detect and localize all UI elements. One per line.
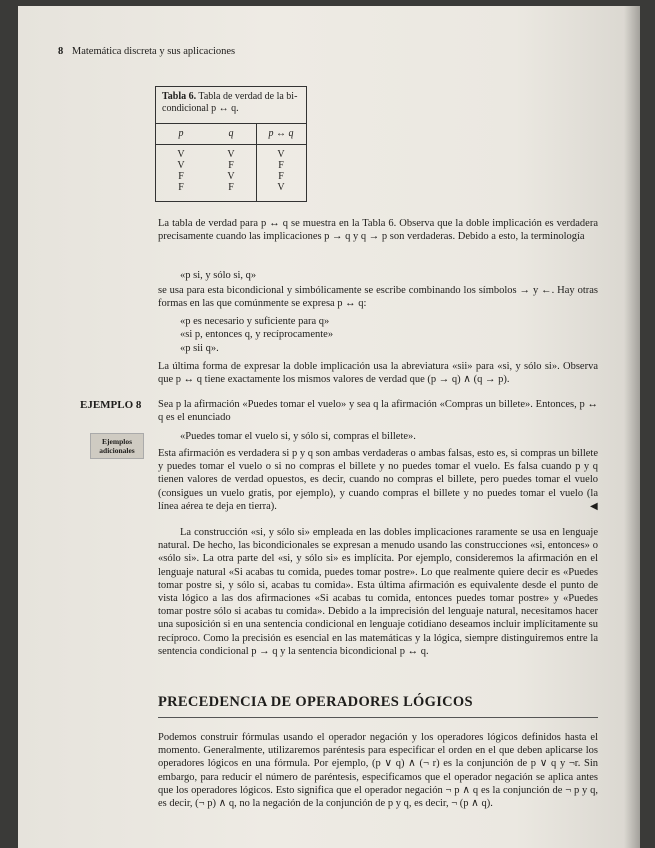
table-row	[156, 171, 306, 182]
paragraph-3: La última forma de expresar la doble implicación usa la abreviatura «sii» para «si, y sólo si». Observa que p ↔ q tiene exactamente los mismos valores de verdad que (p → q) ∧ (q → p).	[158, 361, 598, 386]
quote-1: «p si, y sólo si, q»	[180, 270, 257, 281]
table-header-row	[156, 123, 306, 145]
table-row	[156, 149, 306, 160]
table-caption	[156, 87, 306, 115]
table-header-pq: p ↔ q	[268, 128, 294, 139]
example-label: EJEMPLO 8	[80, 399, 142, 411]
table-cell: F	[278, 171, 284, 182]
section-title: PRECEDENCIA DE OPERADORES LÓGICOS	[158, 694, 473, 710]
table-body	[156, 149, 306, 193]
extra-examples-badge: Ejemplos adicionales	[90, 433, 144, 459]
table-header-q: q	[228, 128, 234, 139]
table-header-p: p	[178, 128, 184, 139]
table-cell: F	[228, 160, 234, 171]
page-number: 8	[58, 46, 64, 57]
running-title: Matemática discreta y sus aplicaciones	[71, 46, 236, 57]
table-cell: F	[228, 182, 234, 193]
book-page	[18, 6, 640, 848]
table-row	[156, 160, 306, 171]
quote-2b: «si p, entonces q, y recíprocamente»	[180, 329, 334, 340]
paragraph-2: se usa para esta bicondicional y simbólicamente se escribe combinando los símbolos → y ←. Hay otras formas en las que comúnmente se expresa p ↔ q:	[158, 285, 598, 310]
table-cell: F	[178, 171, 184, 182]
table-caption-text: Tabla de verdad de la bi-condicional p ↔ q.	[162, 91, 298, 114]
table-cell: V	[227, 149, 235, 160]
table-caption-label: Tabla 6.	[162, 91, 197, 102]
table-cell: V	[277, 149, 285, 160]
truth-table-6	[155, 86, 307, 202]
paragraph-4: La construcción «si, y sólo si» empleada en las dobles implicaciones raramente se usa en lenguaje natural. De hecho, las bicondicionales se expresan a menudo usando las construcciones «si, entonces» o «sólo si». La otra parte del «si, y sólo si» es implícita. Por ejemplo, consideremos la afirmación en el lenguaje natural «Si acabas tu comida, puedes tomar postre». Lo que realmente quiere decir es «Puedes tomar postre si, y sólo si, acabas tu comida». Esta última afirmación es equivalente desde el punto de vista lógico a las dos afirmaciones «Si acabas tu comida, entonces puedes tomar postre» y «Puedes tomar postre sólo si acabas tu comida». Debido a la imprecisión del lenguaje natural, necesitamos hacer una suposición si en una sentencia condicional en lenguaje cotidiano deseamos incluir implícitamente su recíproco. Como la precisión es esencial en las matemáticas y la lógica, siempre distinguiremos entre la sentencia condicional p → q y la sentencia bicondicional p ↔ q.	[158, 527, 598, 657]
example-text-1: Sea p la afirmación «Puedes tomar el vuelo» y sea q la afirmación «Compras un billete». Entonces, p ↔ q es el enunciado	[158, 399, 598, 424]
page-edge-shadow	[624, 6, 640, 848]
table-cell: F	[278, 160, 284, 171]
example-text-2: Esta afirmación es verdadera si p y q son ambas verdaderas o ambas falsas, esto es, si compras un billete y puedes tomar el vuelo o si no compras el billete y no puedes tomar el vuelo. Es falsa cuando p y q tienen valores de verdad opuestos, es decir, cuando no compras el billete, pero puedes tomar el vuelo (consigues un vuelo gratis, por ejemplo), y cuando compras el billete y no puedes tomar el vuelo (la línea aérea te deja en tierra).	[158, 448, 598, 512]
table-cell: V	[177, 160, 185, 171]
paragraph-5: Podemos construir fórmulas usando el operador negación y los operadores lógicos definidos hasta el momento. Generalmente, utilizaremos paréntesis para especificar el orden en el que deben aplicarse los operadores lógicos en una fórmula. Por ejemplo, (p ∨ q) ∧ (¬ r) es la conjunción de p ∨ q y ¬r. Sin embargo, para reducir el número de paréntesis, especificamos que el operador negación se aplica antes que los operadores lógicos. Esto significa que el operador negación ¬ p ∧ q es la conjunción de ¬ p y q, es decir, (¬ p) ∧ q, no la negación de la conjunción de p y q, es decir, ¬ (p ∧ q).	[158, 732, 598, 810]
table-cell: F	[178, 182, 184, 193]
example-end-marker: ◀	[590, 501, 598, 512]
table-cell: V	[177, 149, 185, 160]
running-header	[58, 46, 235, 57]
example-quote: «Puedes tomar el vuelo si, y sólo si, compras el billete».	[180, 431, 416, 442]
paragraph-1: La tabla de verdad para p ↔ q se muestra en la Tabla 6. Observa que la doble implicación es verdadera precisamente cuando las implicaciones p → q y q → p son verdaderas. Debido a esto, la terminología	[158, 218, 598, 243]
section-rule	[158, 717, 598, 718]
quote-2a: «p es necesario y suficiente para q»	[180, 316, 330, 327]
table-row	[156, 182, 306, 193]
quote-2c: «p sii q».	[180, 343, 219, 354]
table-cell: V	[227, 171, 235, 182]
table-cell: V	[277, 182, 285, 193]
